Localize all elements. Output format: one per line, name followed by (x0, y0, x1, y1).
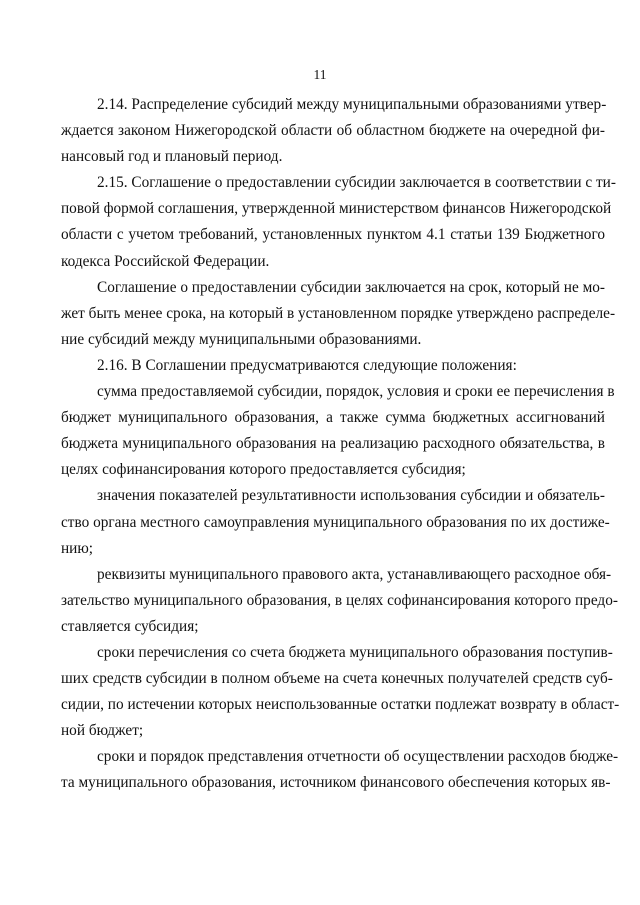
text-line: 2.14. Распределение субсидий между муниципальными образованиями утвер- (97, 96, 607, 113)
text-line: реквизиты муниципального правового акта, устанавливающего расходное обя- (97, 565, 612, 583)
text-line: сумма предоставляемой субсидии, порядок, условия и сроки ее перечисления в (97, 383, 615, 401)
text-line: кодекса Российской Федерации. (61, 252, 270, 270)
page-number: 11 (313, 67, 327, 82)
text-line: ших средств субсидии в полном объеме на счета конечных получателей средств суб- (61, 670, 613, 688)
text-line: Соглашение о предоставлении субсидии заключается на срок, который не мо- (97, 278, 605, 296)
text-line: та муниципального образования, источником финансового обеспечения которых яв- (61, 774, 611, 792)
text-line: 2.15. Соглашение о предоставлении субсидии заключается в соответствии с ти- (97, 174, 616, 192)
text-line: значения показателей результативности использования субсидии и обязатель- (97, 487, 605, 505)
text-line: ство органа местного самоуправления муниципального образования по их достиже- (61, 513, 610, 531)
text-line: сроки и порядок представления отчетности об осуществлении расходов бюдже- (97, 748, 619, 766)
text-line: ждается законом Нижегородской области об областном бюджете на очередной фи- (61, 122, 605, 140)
text-line: бюджет муниципального образования, а также сумма бюджетных ассигнований (61, 409, 605, 427)
document-body (61, 92, 620, 797)
text-line: нию; (61, 539, 94, 557)
text-line: зательство муниципального образования, в целях софинансирования которого предо- (61, 591, 618, 609)
text-line: жет быть менее срока, на который в установленном порядке утверждено распределе- (61, 304, 616, 322)
text-line: нансовый год и плановый период. (61, 148, 283, 166)
text-line: повой формой соглашения, утвержденной министерством финансов Нижегородской (61, 200, 612, 218)
text-line: ной бюджет; (61, 722, 144, 740)
text-line: ставляется субсидия; (61, 617, 199, 635)
text-line: целях софинансирования которого предоставляется субсидия; (61, 461, 466, 479)
text-line: области с учетом требований, установленных пунктом 4.1 статьи 139 Бюджетного (61, 226, 605, 244)
text-line: бюджета муниципального образования на реализацию расходного обязательства, в (61, 435, 605, 453)
text-line: сроки перечисления со счета бюджета муниципального образования поступив- (97, 643, 613, 661)
text-line: ние субсидий между муниципальными образованиями. (61, 330, 422, 348)
text-line: сидии, по истечении которых неиспользованные остатки подлежат возврату в област- (61, 696, 620, 714)
text-line: 2.16. В Соглашении предусматриваются следующие положения: (97, 356, 517, 374)
